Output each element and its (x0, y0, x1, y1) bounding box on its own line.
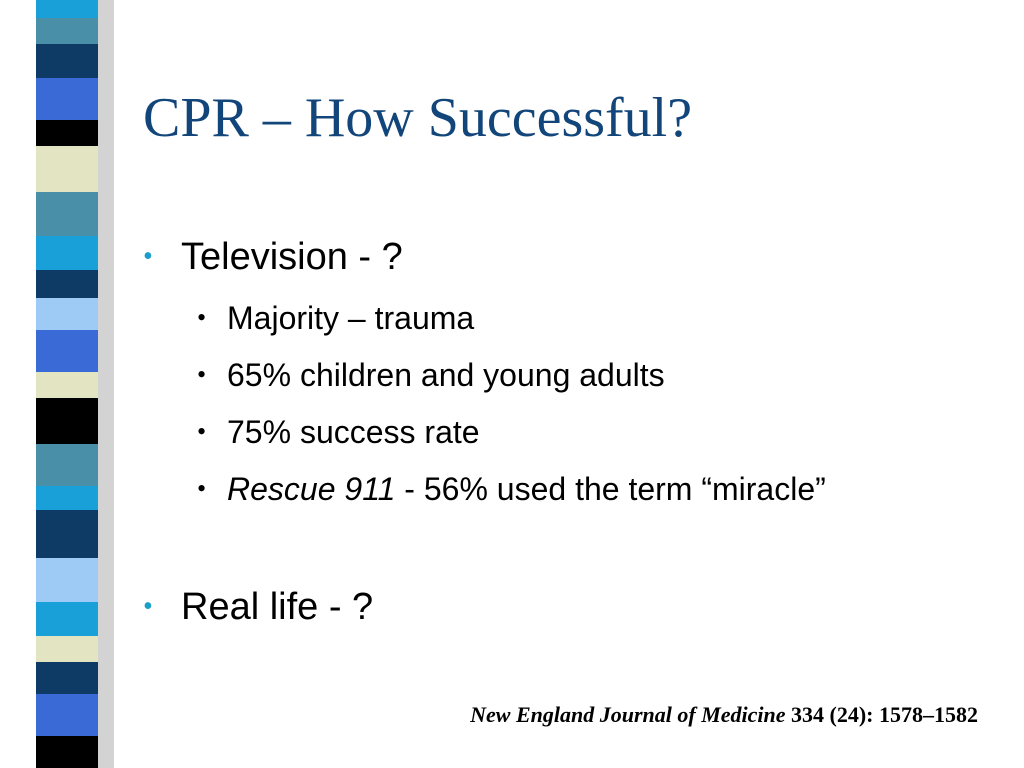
sub-bullet-marker: • (197, 360, 207, 389)
sub-bullet-rescue-911-text: - 56% used the term “miracle” (395, 471, 826, 507)
show-title: Rescue 911 (227, 471, 396, 507)
sub-bullet-rescue-911 (227, 469, 826, 509)
citation-journal: New England Journal of Medicine (470, 702, 786, 727)
sub-bullet-marker: • (197, 417, 207, 446)
citation-reference: 334 (24): 1578–1582 (785, 702, 978, 727)
bullet-television: Television - ? (181, 236, 403, 278)
sub-bullet-majority-trauma: Majority – trauma (227, 300, 475, 336)
sub-bullet-marker: • (197, 474, 207, 503)
citation (470, 700, 978, 730)
bullet-real-life: Real life - ? (181, 586, 374, 628)
bullet-marker: • (143, 241, 153, 272)
sub-bullet-children-young-adults: 65% children and young adults (227, 357, 665, 393)
sub-bullet-marker: • (197, 303, 207, 332)
bullet-marker: • (143, 591, 153, 622)
sub-bullet-success-rate: 75% success rate (227, 414, 480, 450)
slide-title: CPR – How Successful? (143, 87, 693, 149)
